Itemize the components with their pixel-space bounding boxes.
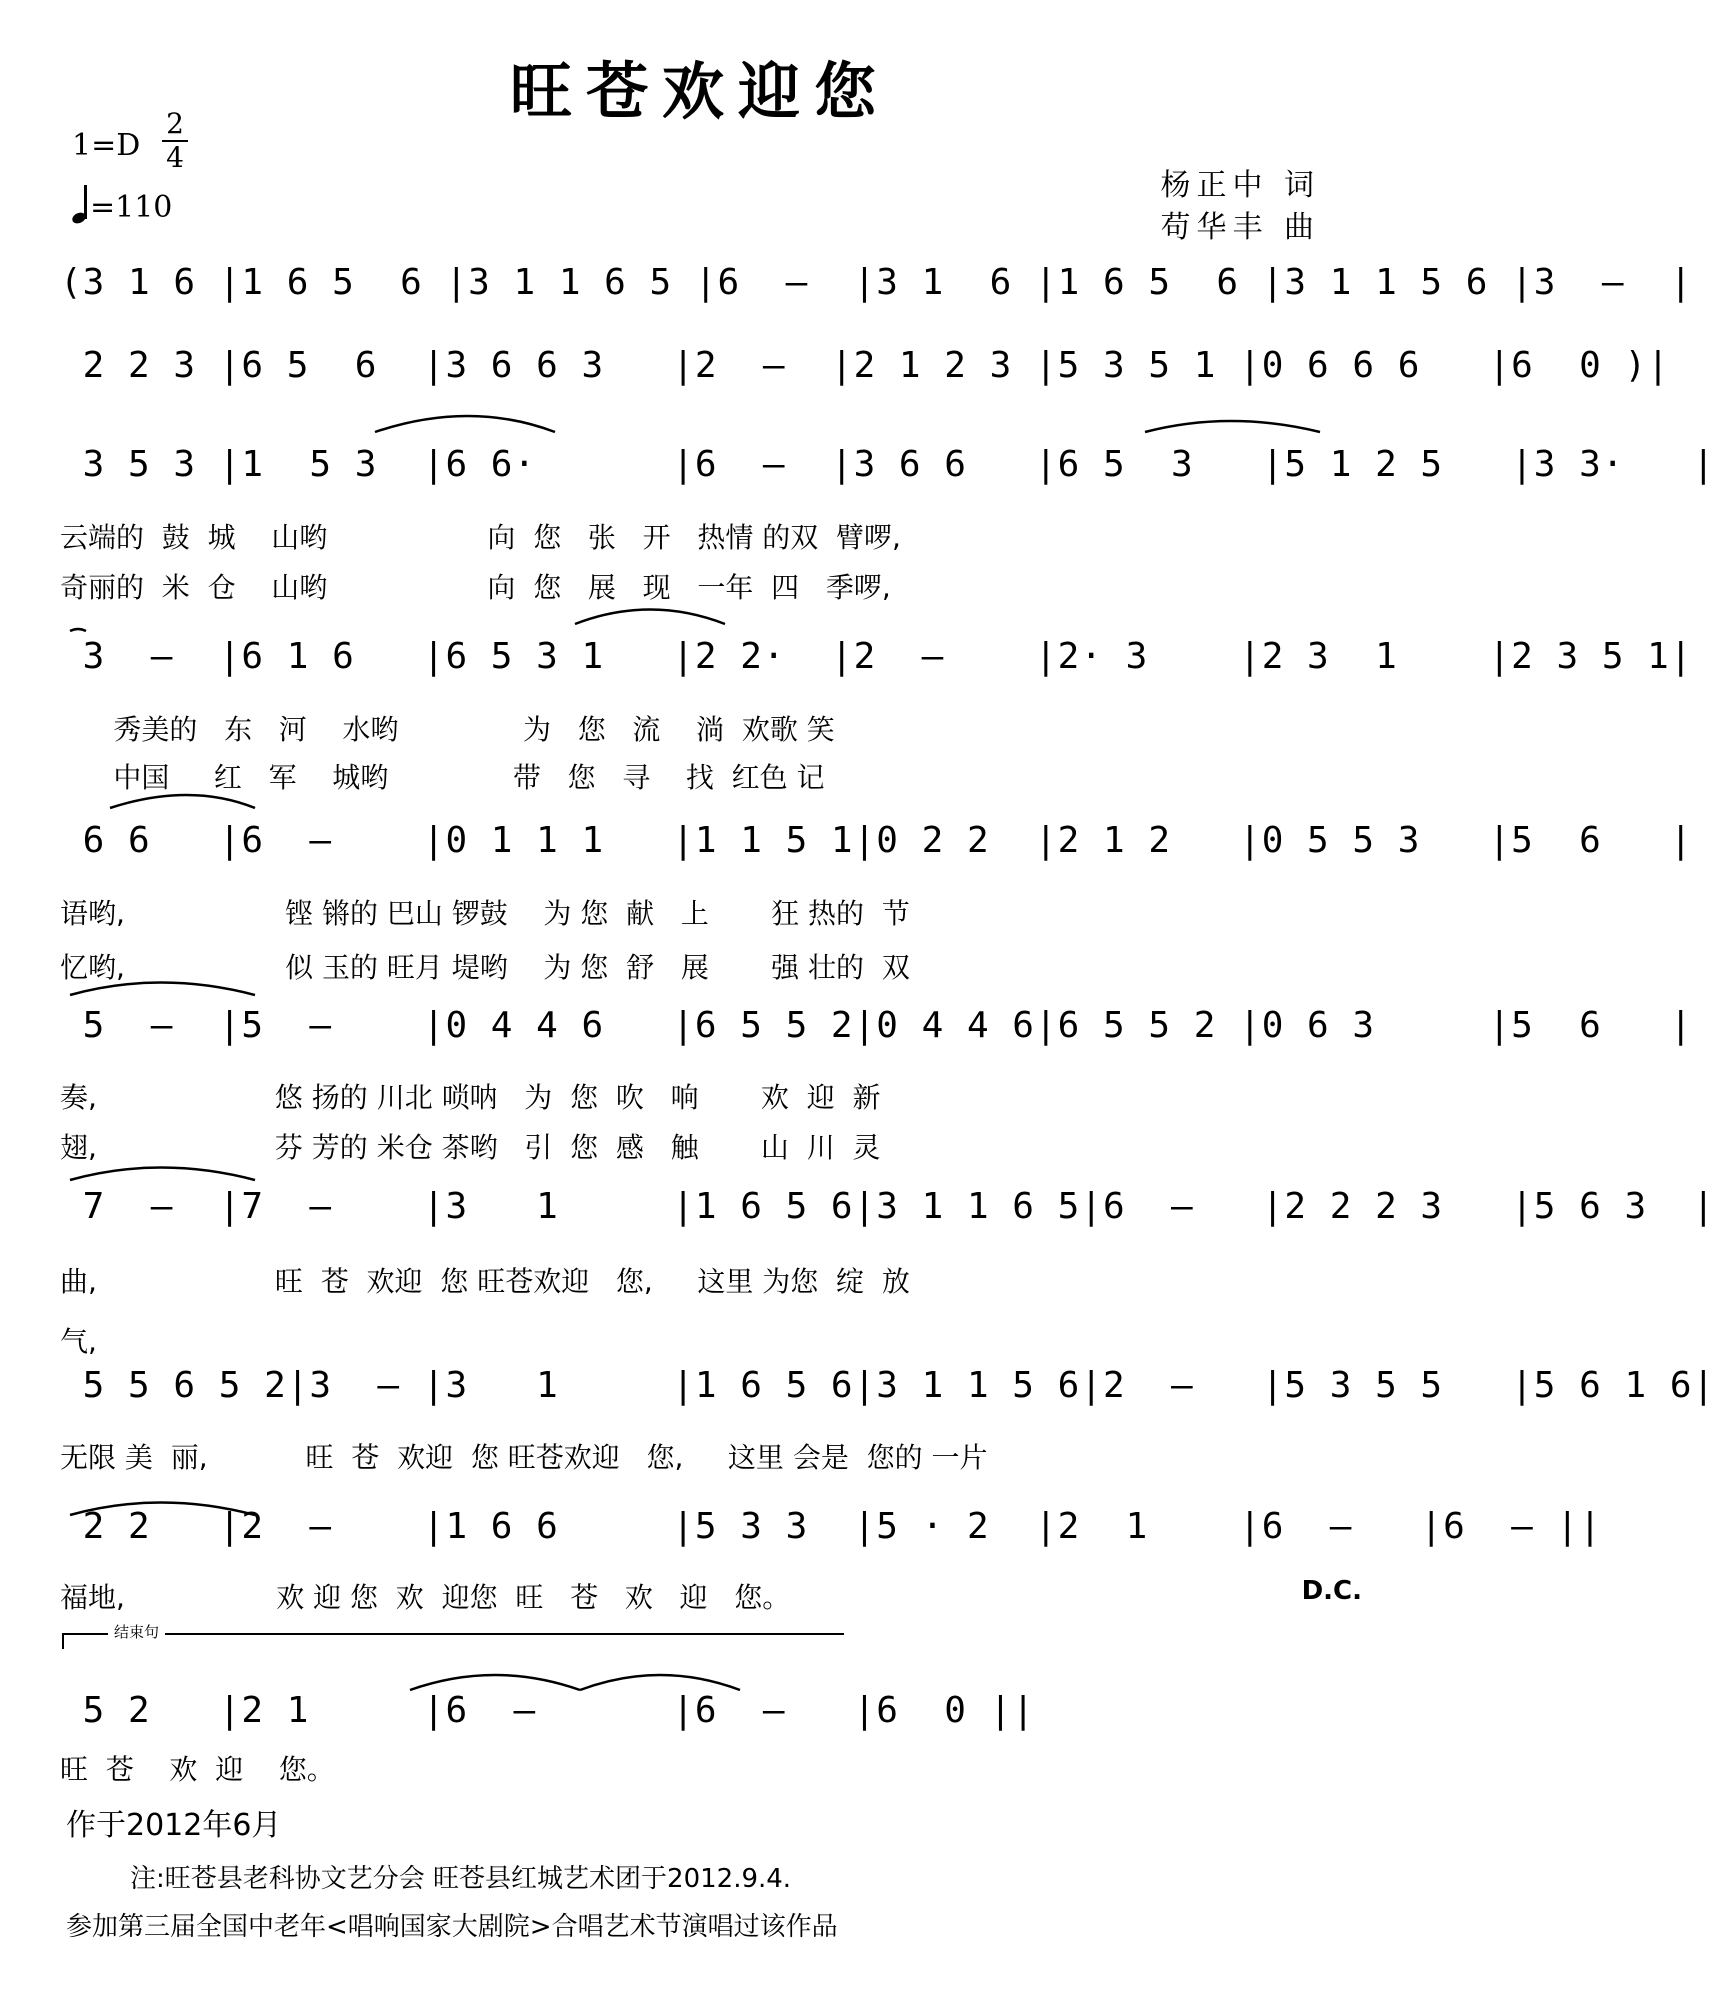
slur-arc	[70, 629, 86, 631]
tie-arc	[375, 416, 555, 432]
staff-system-2: 2 2 3 |6 5 6 |3 6 6 3 |2 — |2 1 2 3 |5 3 5 1 |0 6 6 6 |6 0 )|	[60, 345, 1670, 386]
page-title: 旺苍欢迎您	[509, 55, 890, 128]
staff-system-5: 6 6 |6 — |0 1 1 1 |1 1 5 1|0 2 2 |2 1 2 |0 5 5 3 |5 6 |	[60, 820, 1693, 861]
ending-label: 结束句	[108, 1621, 165, 1642]
lyric-line: 旺 苍 欢 迎 您。	[60, 1753, 335, 1786]
staff-system-8: 5 5 6 5 2|3 — |3 1 |1 6 5 6|3 1 1 5 6|2 — |5 3 5 5 |5 6 1 6|	[60, 1365, 1715, 1406]
lyric-line: 忆哟, 似 玉的 旺月 堤哟 为 您 舒 展 强 壮的 双	[60, 951, 910, 984]
tie-arc	[70, 1168, 255, 1181]
staff-system-6: 5 — |5 — |0 4 4 6 |6 5 5 2|0 4 4 6|6 5 5 2 |0 6 3 |5 6 |	[60, 1005, 1693, 1046]
tie-arc	[110, 795, 255, 808]
da-capo-mark: D.C.	[1301, 1576, 1362, 1606]
staff-system-7: 7 — |7 — |3 1 |1 6 5 6|3 1 1 6 5|6 — |2 2 2 3 |5 6 3 |	[60, 1186, 1715, 1227]
lyric-line: 中国 红 军 城哟 带 您 寻 找 红色 记	[60, 761, 825, 794]
lyric-line: 奏, 悠 扬的 川北 唢呐 为 您 吹 响 欢 迎 新	[60, 1081, 881, 1114]
staff-system-10: 5 2 |2 1 |6 — |6 — |6 0 ||	[60, 1690, 1035, 1731]
lyric-line: 翅, 芬 芳的 米仓 茶哟 引 您 感 触 山 川 灵	[60, 1131, 881, 1164]
staff-system-1: (3 1 6 |1 6 5 6 |3 1 1 6 5 |6 — |3 1 6 |1 6 5 6 |3 1 1 5 6 |3 — |	[60, 262, 1693, 303]
lyric-line: 福地, 欢 迎 您 欢 迎您 旺 苍 欢 迎 您。	[60, 1581, 791, 1614]
time-top: 2	[166, 107, 184, 140]
composition-date: 作于2012年6月	[66, 1808, 282, 1843]
lyric-line: 曲, 旺 苍 欢迎 您 旺苍欢迎 您, 这里 为您 绽 放	[60, 1265, 910, 1298]
staff-system-4: 3 — |6 1 6 |6 5 3 1 |2 2· |2 — |2· 3 |2 3 1 |2 3 5 1|	[60, 636, 1693, 677]
lyricist-credit: 杨正中 词	[1160, 168, 1320, 203]
tie-arc	[1145, 421, 1320, 432]
tie-arc	[580, 1675, 740, 1690]
footnote-line-1: 注:旺苍县老科协文艺分会 旺苍县红城艺术团于2012.9.4.	[130, 1864, 792, 1894]
tie-arc	[410, 1675, 580, 1690]
tie-arc	[575, 610, 725, 625]
lyric-line: 秀美的 东 河 水哟 为 您 流 淌 欢歌 笑	[60, 713, 835, 746]
lyric-line: 语哟, 铿 锵的 巴山 锣鼓 为 您 献 上 狂 热的 节	[60, 897, 910, 930]
tie-arc	[70, 983, 255, 996]
staff-system-9: 2 2 |2 — |1 6 6 |5 3 3 |5 · 2 |2 1 |6 — |6 — ||	[60, 1506, 1602, 1547]
key-signature: 1=D	[72, 128, 141, 163]
lyric-line: 云端的 鼓 城 山哟 向 您 张 开 热情 的双 臂啰,	[60, 521, 901, 554]
composer-credit: 苟华丰 曲	[1160, 210, 1320, 245]
time-bottom: 4	[166, 141, 184, 174]
lyric-line: 气,	[60, 1325, 97, 1358]
tempo-value: =110	[90, 190, 173, 225]
lyric-line: 无限 美 丽, 旺 苍 欢迎 您 旺苍欢迎 您, 这里 会是 您的 一片	[60, 1441, 988, 1474]
lyric-line: 奇丽的 米 仓 山哟 向 您 展 现 一年 四 季啰,	[60, 571, 891, 604]
footnote-line-2: 参加第三届全国中老年<唱响国家大剧院>合唱艺术节演唱过该作品	[66, 1912, 838, 1942]
tie-arc	[70, 1503, 255, 1516]
staff-system-3: 3 5 3 |1 5 3 |6 6· |6 — |3 6 6 |6 5 3 |5 1 2 5 |3 3· |	[60, 444, 1715, 485]
